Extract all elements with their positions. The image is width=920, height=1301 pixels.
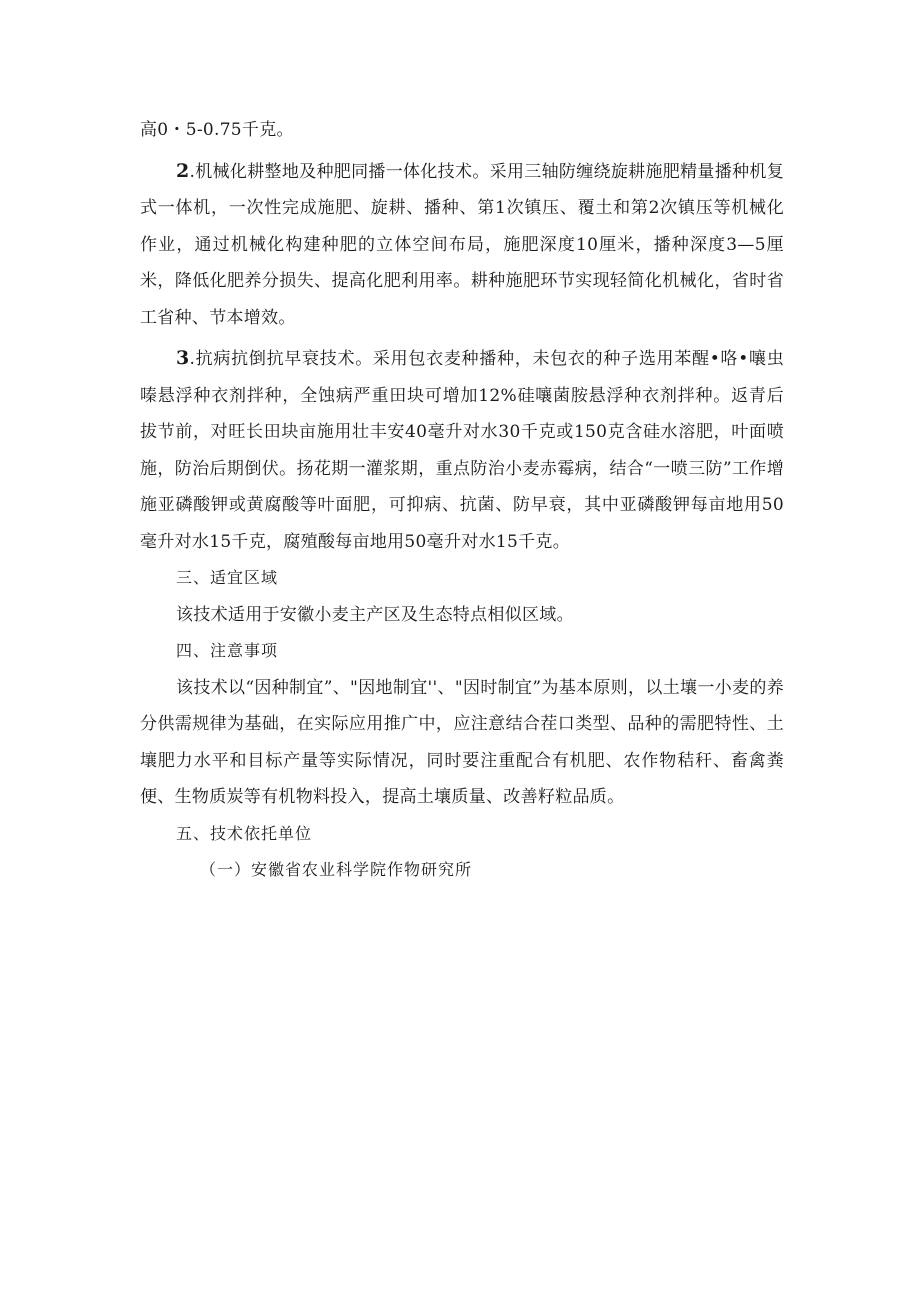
document-page	[140, 112, 784, 889]
section-4-heading: 四、注意事项	[176, 641, 279, 660]
item-2-number: 2	[176, 159, 190, 182]
item-2-text: .机械化耕整地及种肥同播一体化技术。采用三轴防缠绕旋耕施肥精量播种机复式一体机，一次性完成施肥、旋耕、播种、第1次镇压、覆土和第2次镇压等机械化作业，通过机械化构建种肥的立体空间布局，施肥深度10厘米，播种深度3—5厘米，降低化肥养分损失、提高化肥利用率。耕种施肥环节实现轻简化机械化，省时省工省种、节本增效。	[140, 161, 784, 328]
section-5-unit-1: （一）安徽省农业科学院作物研究所	[200, 860, 473, 879]
section-3-text: 该技术适用于安徽小麦主产区及生态特点相似区域。	[176, 604, 574, 625]
item-3-number: 3	[176, 347, 190, 369]
continuation-text: 高0・5-0.75千克。	[140, 120, 294, 140]
section-3-heading: 三、适宜区域	[176, 568, 279, 587]
item-2-paragraph	[140, 153, 784, 337]
item-3-text: .抗病抗倒抗早衰技术。采用包衣麦种播种，未包衣的种子选用苯醒•咯•嚷虫嗪悬浮种衣剂拌种，全蚀病严重田块可增加12%硅嚷菌胺悬浮种衣剂拌种。返青后拔节前，对旺长田块亩施用壮丰安40毫升对水30千克或150克含硅水溶肥，叶面喷施，防治后期倒伏。扬花期一灌浆期，重点防治小麦赤霉病，结合“一喷三防”工作增施亚磷酸钾或黄腐酸等叶面肥，可抑病、抗菌、防早衰，其中亚磷酸钾每亩地用50毫升对水15千克，腐殖酸每亩地用50毫升对水15千克。	[140, 349, 784, 552]
item-3-paragraph	[140, 340, 784, 560]
section-4-text: 该技术以“因种制宜”、"因地制宜''、"因时制宜”为基本原则，以土壤一小麦的养分供需规律为基础，在实际应用推广中，应注意结合茬口类型、品种的需肥特性、土壤肥力水平和目标产量等实际情况，同时要注重配合有机肥、农作物秸秆、畜禽粪便、生物质炭等有机物料投入，提高土壤质量、改善籽粒品质。	[140, 677, 784, 807]
section-5-heading: 五、技术依托单位	[176, 823, 313, 843]
